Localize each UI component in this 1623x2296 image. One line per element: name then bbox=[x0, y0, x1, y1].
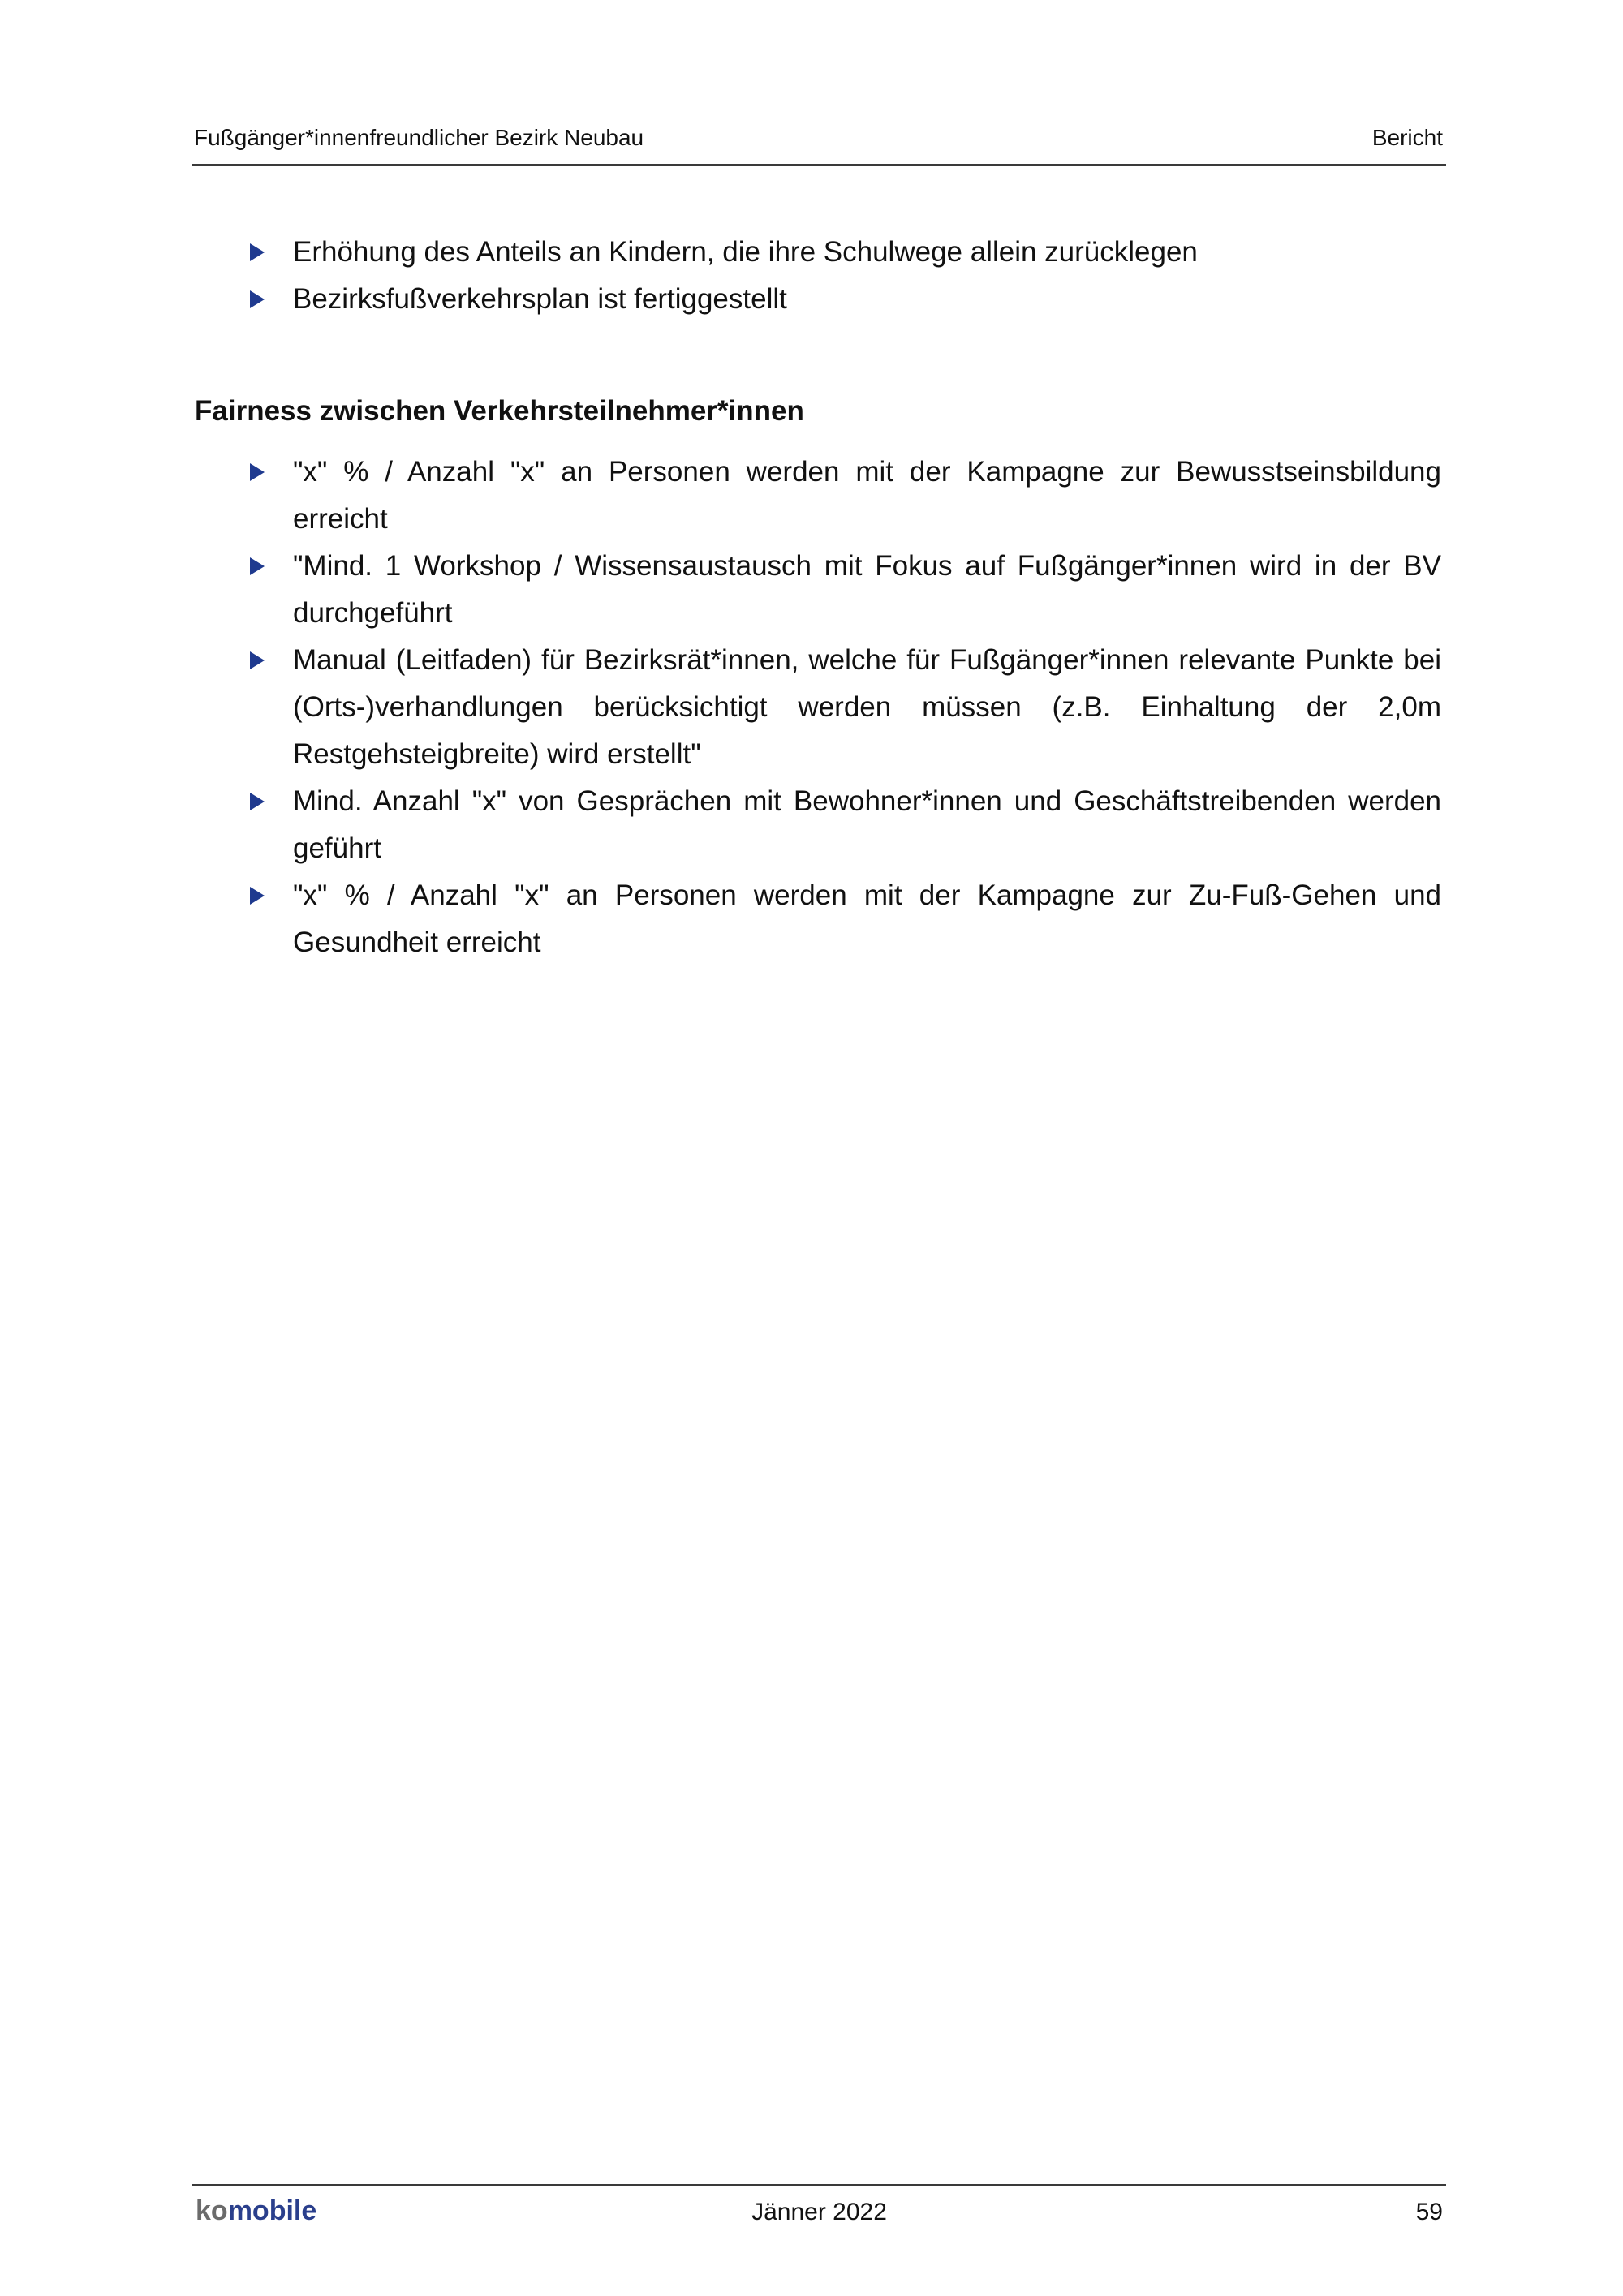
list-item-text: Bezirksfußverkehrsplan ist fertiggestellt bbox=[293, 283, 787, 315]
triangle-bullet-icon bbox=[250, 793, 265, 810]
section-bullet-list bbox=[195, 449, 1441, 966]
triangle-bullet-icon bbox=[250, 290, 265, 308]
triangle-bullet-icon bbox=[250, 557, 265, 575]
list-item-text: "Mind. 1 Workshop / Wissensaustausch mit Fokus auf Fußgänger*innen wird in der BV durchgeführt bbox=[293, 550, 1441, 629]
triangle-bullet-icon bbox=[250, 243, 265, 261]
list-item bbox=[195, 637, 1441, 778]
page-footer bbox=[192, 2184, 1446, 2234]
document-title: Fußgänger*innenfreundlicher Bezirk Neubau bbox=[194, 125, 644, 150]
footer-date: Jänner 2022 bbox=[751, 2199, 887, 2225]
triangle-bullet-icon bbox=[250, 651, 265, 669]
list-item-text: "x" % / Anzahl "x" an Personen werden mit der Kampagne zur Zu-Fuß-Gehen und Gesundheit erreicht bbox=[293, 879, 1441, 958]
list-item-text: Mind. Anzahl "x" von Gesprächen mit Bewohner*innen und Geschäftstreibenden werden geführt bbox=[293, 785, 1441, 864]
list-item bbox=[195, 872, 1441, 966]
page-number: 59 bbox=[1415, 2199, 1443, 2225]
list-item-text: Manual (Leitfaden) für Bezirksrät*innen, welche für Fußgänger*innen relevante Punkte bei (Orts-)verhandlungen berücksichtigt werden müssen (z.B. Einhaltung der 2,0m Restgehsteigbreite) wird erstellt" bbox=[293, 644, 1441, 770]
page-body bbox=[195, 229, 1441, 966]
intro-bullet-list bbox=[195, 229, 1441, 323]
list-item bbox=[195, 229, 1441, 276]
list-item bbox=[195, 543, 1441, 637]
page-header bbox=[192, 122, 1446, 166]
list-item bbox=[195, 778, 1441, 872]
logo-text-mobile: mobile bbox=[227, 2195, 317, 2226]
triangle-bullet-icon bbox=[250, 463, 265, 481]
logo-text-ko: ko bbox=[196, 2195, 228, 2226]
list-item-text: "x" % / Anzahl "x" an Personen werden mit der Kampagne zur Bewusstseinsbildung erreicht bbox=[293, 456, 1441, 535]
list-item bbox=[195, 276, 1441, 323]
document-section-label: Bericht bbox=[1371, 125, 1443, 150]
section-heading: Fairness zwischen Verkehrsteilnehmer*innen bbox=[195, 395, 804, 427]
triangle-bullet-icon bbox=[250, 887, 265, 905]
list-item-text: Erhöhung des Anteils an Kindern, die ihre Schulwege allein zurücklegen bbox=[293, 236, 1198, 268]
list-item bbox=[195, 449, 1441, 543]
